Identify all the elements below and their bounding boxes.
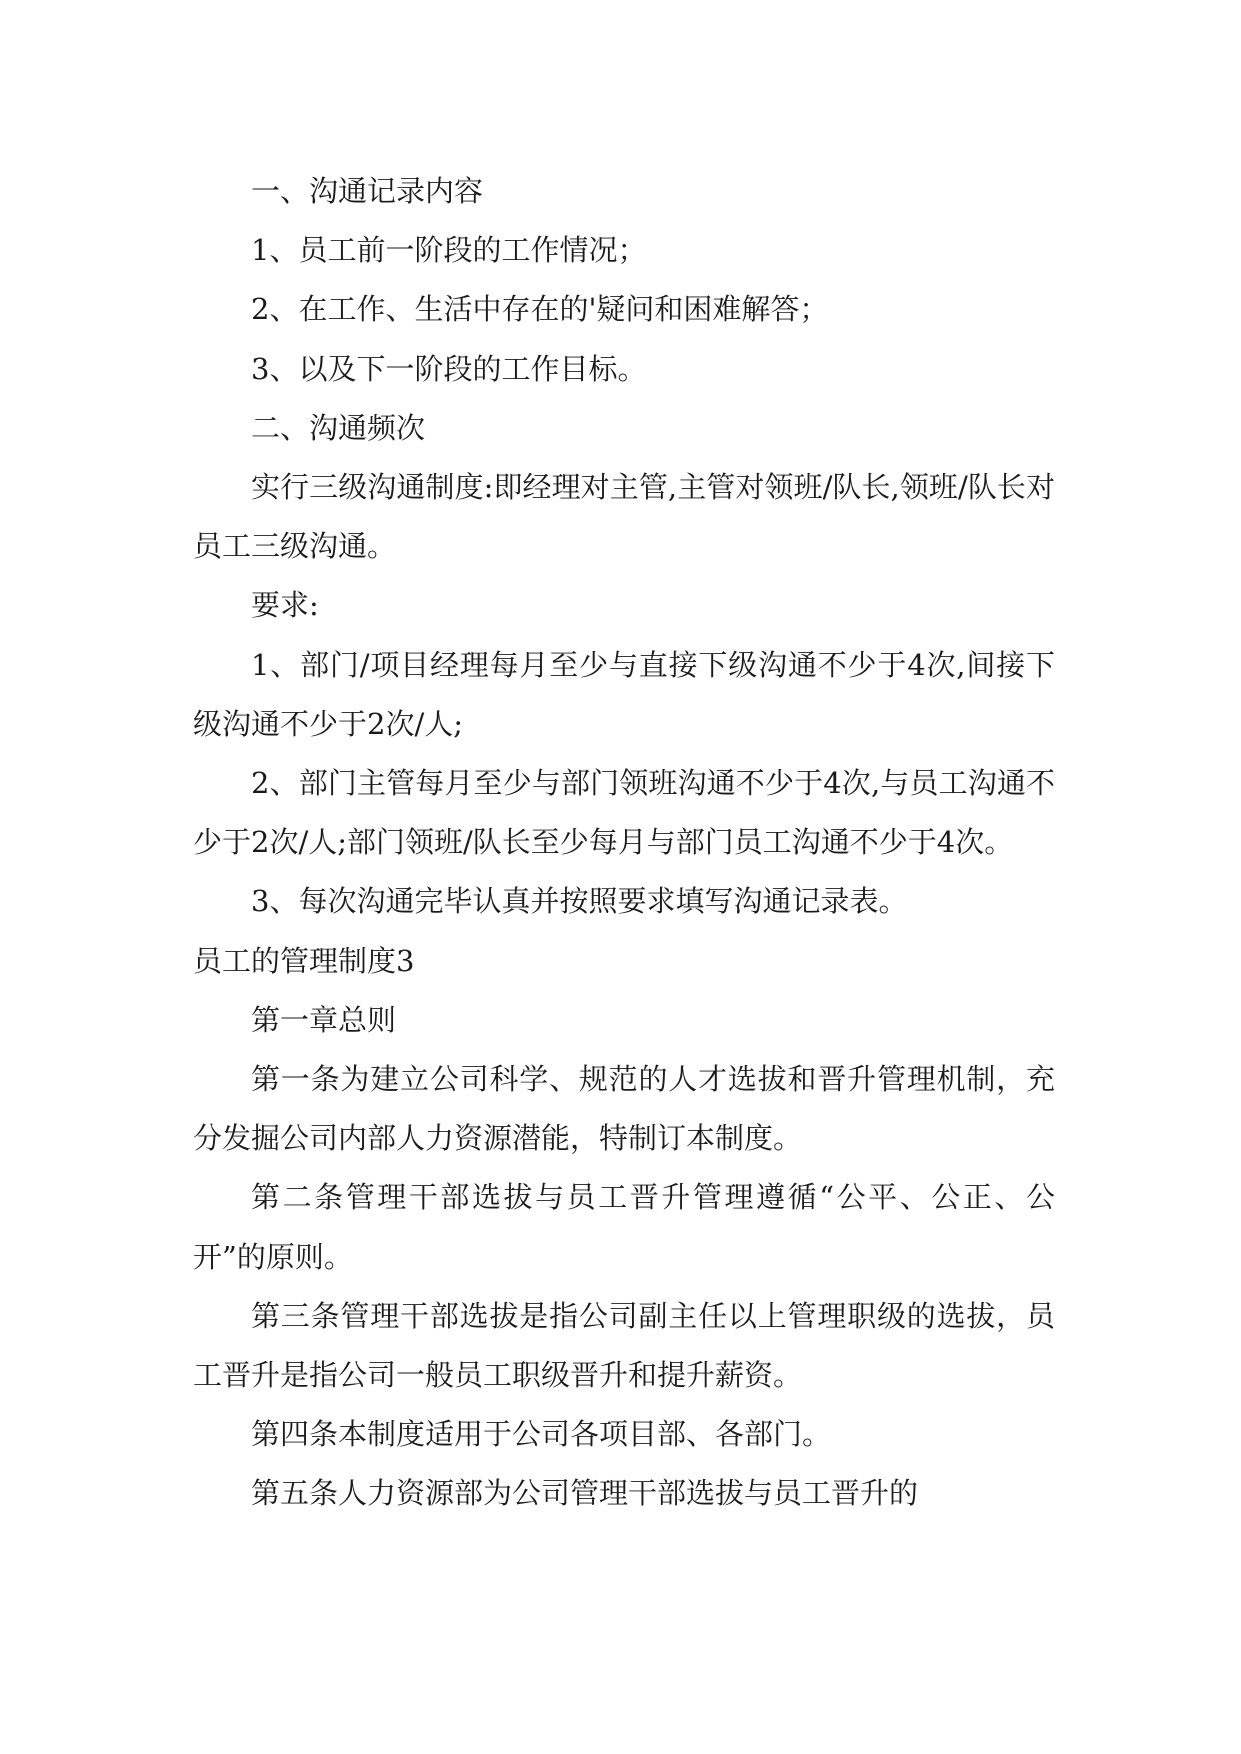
document-body — [193, 162, 1055, 1524]
paragraph: 要求: — [251, 588, 319, 623]
paragraph: 第四条本制度适用于公司各项目部、各部门。 — [251, 1417, 832, 1452]
paragraph: 1、员工前一阶段的工作情况； — [251, 233, 647, 268]
section-heading: 员工的管理制度3 — [193, 943, 415, 978]
paragraph: 3、以及下一阶段的工作目标。 — [251, 351, 647, 386]
paragraph: 3、每次沟通完毕认真并按照要求填写沟通记录表。 — [251, 884, 908, 919]
paragraph: 2、部门主管每月至少与部门领班沟通不少于4次,与员工沟通不少于2次/人;部门领班/队长至少每月与部门员工沟通不少于4次。 — [193, 766, 1055, 860]
paragraph: 第二条管理干部选拔与员工晋升管理遵循“公平、公正、公开”的原则。 — [193, 1180, 1055, 1274]
paragraph: 第五条人力资源部为公司管理干部选拔与员工晋升的 — [251, 1476, 919, 1511]
paragraph: 二、沟通频次 — [251, 410, 426, 445]
paragraph: 第一条为建立公司科学、规范的人才选拔和晋升管理机制，充分发掘公司内部人力资源潜能，特制订本制度。 — [193, 1062, 1055, 1156]
paragraph: 2、在工作、生活中存在的'疑问和困难解答； — [251, 292, 829, 327]
paragraph: 第三条管理干部选拔是指公司副主任以上管理职级的选拔，员工晋升是指公司一般员工职级晋升和提升薪资。 — [193, 1298, 1055, 1393]
paragraph: 一、沟通记录内容 — [251, 174, 484, 208]
chapter-heading: 第一章总则 — [251, 1002, 397, 1037]
paragraph: 1、部门/项目经理每月至少与直接下级沟通不少于4次,间接下级沟通不少于2次/人; — [193, 647, 1055, 741]
paragraph: 实行三级沟通制度:即经理对主管,主管对领班/队长,领班/队长对员工三级沟通。 — [193, 470, 1055, 564]
